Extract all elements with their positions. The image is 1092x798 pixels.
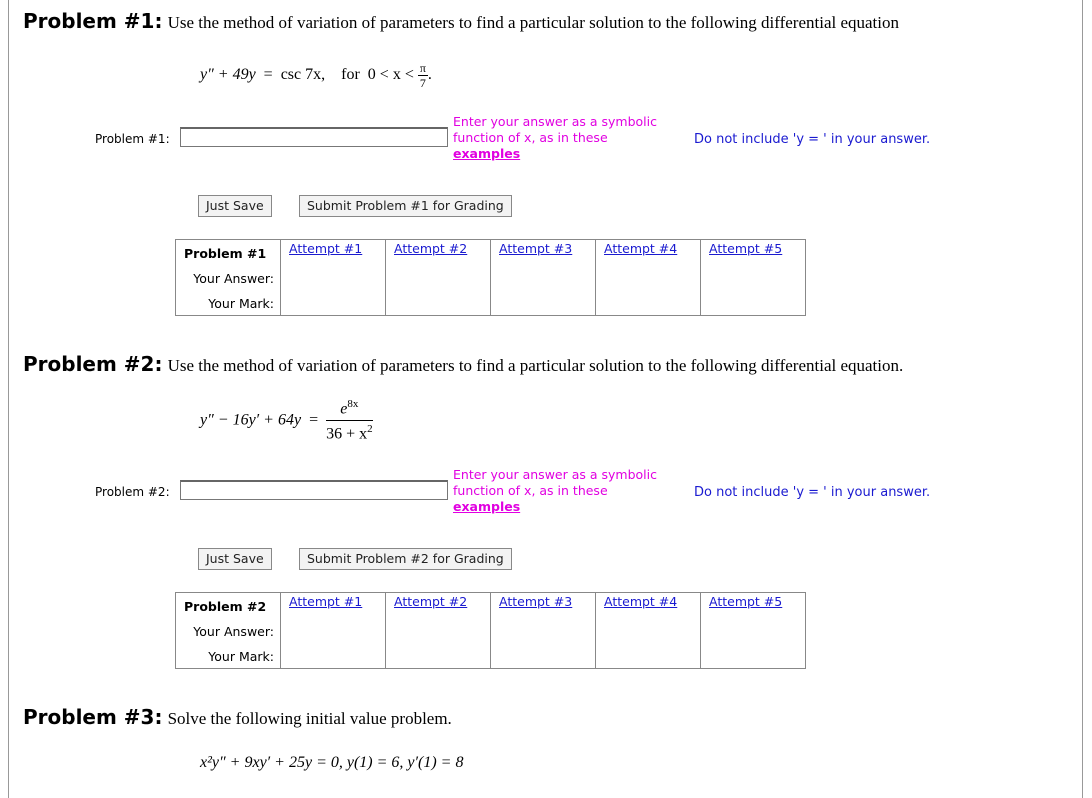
p1-range: 0 < x <	[367, 66, 414, 84]
your-answer-label: Your Answer:	[193, 624, 274, 639]
problem-2-equation	[200, 398, 373, 443]
problem-1-submit-button[interactable]: Submit Problem #1 for Grading	[299, 195, 512, 217]
problem-1-attempts-table	[175, 239, 806, 316]
attempt-2-link[interactable]: Attempt #2	[394, 594, 468, 609]
p3-equation-text: x²y″ + 9xy′ + 25y = 0, y(1) = 6, y′(1) = 8	[200, 754, 464, 771]
problem-3-title: Problem #3:	[23, 705, 163, 729]
attempt-3-link[interactable]: Attempt #3	[499, 594, 573, 609]
p1-rhs: csc 7x,	[280, 66, 326, 84]
problem-2-description: Use the method of variation of parameters to find a particular solution to the following differential equation.	[167, 356, 904, 375]
attempt-1-link[interactable]: Attempt #1	[289, 241, 363, 256]
your-mark-label: Your Mark:	[208, 296, 274, 311]
problem-1-title: Problem #1:	[23, 9, 163, 33]
attempt-3-link[interactable]: Attempt #3	[499, 241, 573, 256]
problem-1-input-label: Problem #1:	[95, 132, 170, 146]
p1-equals: =	[263, 66, 273, 84]
hint-line-1: Enter your answer as a symbolic	[453, 467, 657, 482]
table-header-cell	[176, 240, 280, 265]
p2-denominator	[326, 421, 373, 443]
hint-line-2: function of x, as in these	[453, 483, 608, 498]
examples-link[interactable]: examples	[453, 499, 521, 514]
problem-1-just-save-button[interactable]: Just Save	[198, 195, 272, 217]
problem-2-hint	[453, 467, 657, 515]
table-header-cell	[176, 593, 280, 618]
problem-3-description: Solve the following initial value problem.	[167, 709, 452, 728]
p1-pi: π	[419, 61, 426, 75]
problem-2-title: Problem #2:	[23, 352, 163, 376]
attempt-5-link[interactable]: Attempt #5	[709, 241, 783, 256]
your-answer-label: Your Answer:	[193, 271, 274, 286]
table-header: Problem #1	[184, 246, 267, 261]
problem-2-just-save-button[interactable]: Just Save	[198, 548, 272, 570]
hint-line-2: function of x, as in these	[453, 130, 608, 145]
problem-2-table-labels	[176, 593, 281, 669]
p1-for: for	[341, 66, 360, 84]
problem-3-equation	[200, 754, 463, 772]
problem-2-answer-input[interactable]	[180, 480, 448, 500]
problem-1-hint	[453, 114, 657, 162]
problem-1-description: Use the method of variation of parameters to find a particular solution to the following differential equation	[167, 13, 899, 32]
p2-den: 36 + x	[326, 425, 368, 443]
p2-lhs: y″ − 16y′ + 64y	[200, 411, 302, 429]
problem-1-note: Do not include 'y = ' in your answer.	[694, 132, 931, 147]
problem-1-table-labels	[176, 240, 281, 316]
problem-2-attempts-table	[175, 592, 806, 669]
problem-2-input-label: Problem #2:	[95, 485, 170, 499]
p1-lhs: y″ + 49y	[200, 66, 256, 84]
hint-line-1: Enter your answer as a symbolic	[453, 114, 657, 129]
p2-exp: 8x	[347, 398, 359, 410]
problem-2-submit-button[interactable]: Submit Problem #2 for Grading	[299, 548, 512, 570]
attempt-2-link[interactable]: Attempt #2	[394, 241, 468, 256]
p1-pi-over-7	[418, 62, 428, 89]
table-header: Problem #2	[184, 599, 267, 614]
attempt-4-link[interactable]: Attempt #4	[604, 594, 678, 609]
problem-3-heading	[23, 705, 452, 729]
problem-2-note: Do not include 'y = ' in your answer.	[694, 485, 931, 500]
problem-1-heading	[23, 9, 899, 33]
p1-seven: 7	[419, 76, 426, 90]
attempt-1-link[interactable]: Attempt #1	[289, 594, 363, 609]
p2-numerator	[326, 398, 373, 421]
p2-den-exp: 2	[367, 422, 373, 435]
problem-2-heading	[23, 352, 903, 376]
attempt-5-link[interactable]: Attempt #5	[709, 594, 783, 609]
problem-1-answer-input[interactable]	[180, 127, 448, 147]
problem-1-equation: y″ + 49y = csc 7x, for 0 < x < $\frac{\pi}{7}$ .	[200, 61, 432, 90]
p2-equals: =	[309, 411, 319, 429]
p2-e: e	[340, 400, 348, 418]
p2-fraction	[326, 398, 373, 443]
your-mark-label: Your Mark:	[208, 649, 274, 664]
attempt-4-link[interactable]: Attempt #4	[604, 241, 678, 256]
examples-link[interactable]: examples	[453, 146, 521, 161]
